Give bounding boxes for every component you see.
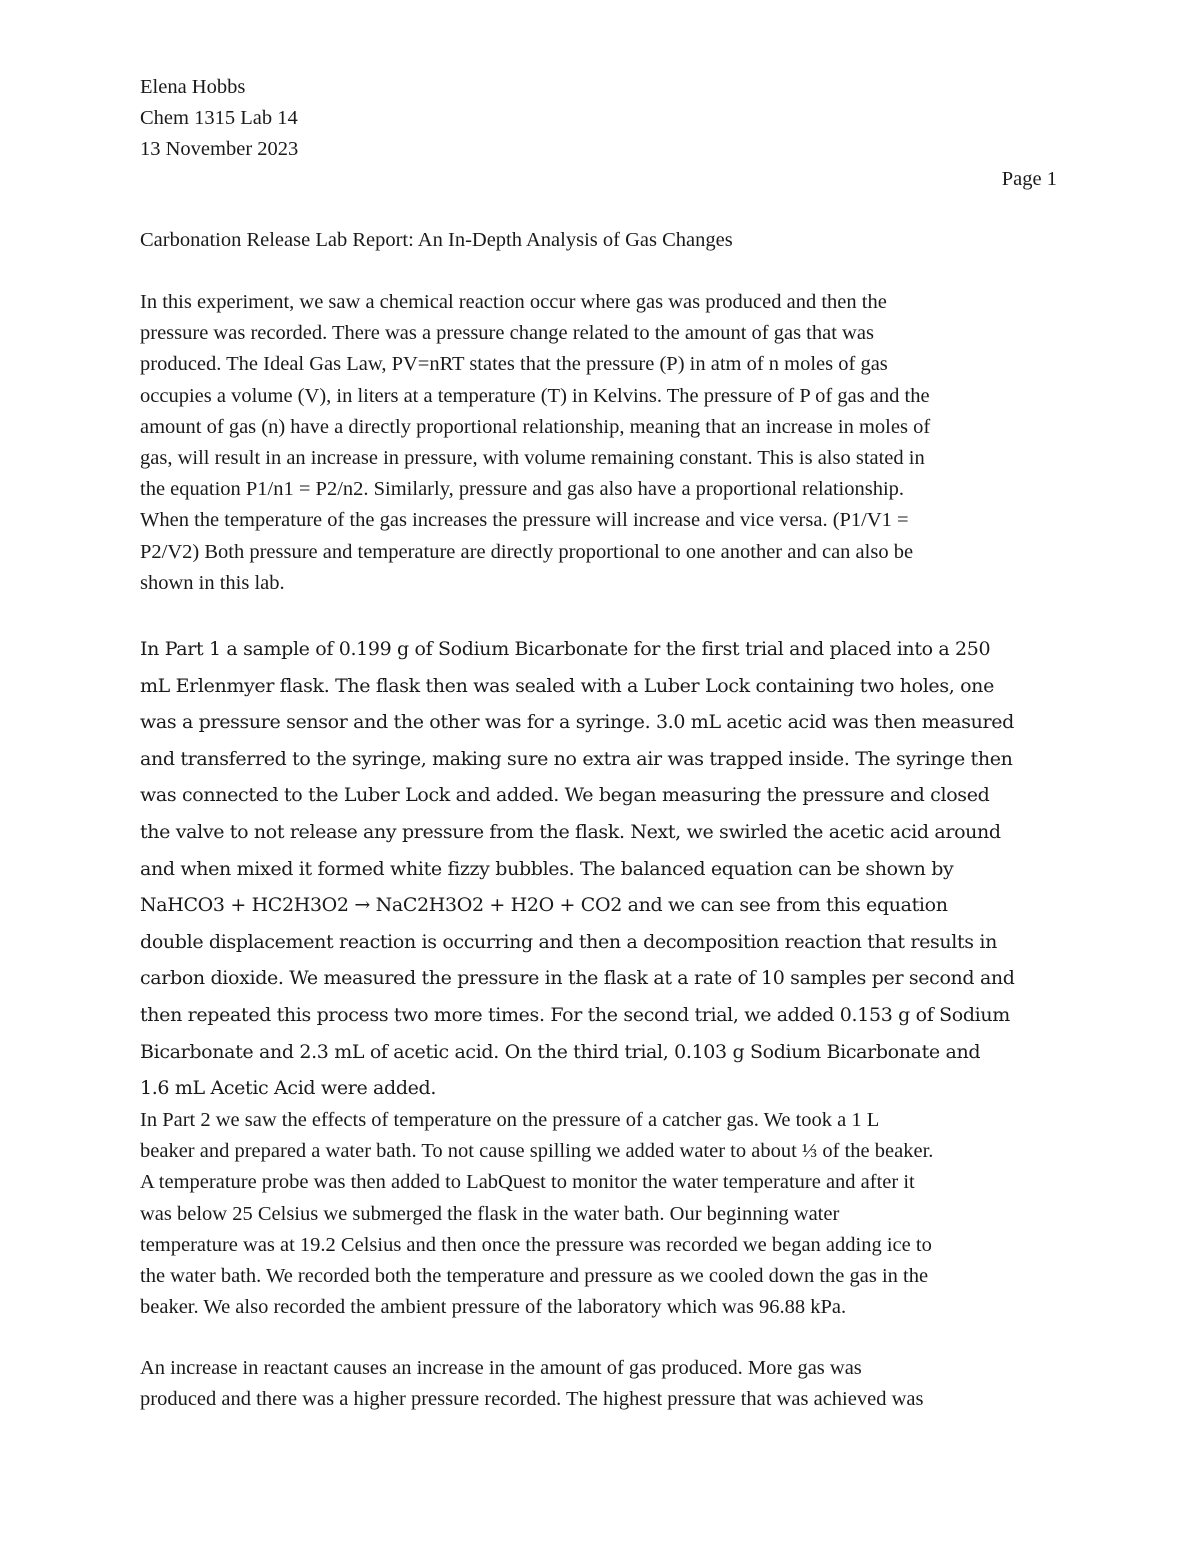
text-line: Bicarbonate and 2.3 mL of acetic acid. On the third trial, 0.103 g Sodium Bicarbonate and [140, 1040, 981, 1063]
text-line: the equation P1/n1 = P2/n2. Similarly, pressure and gas also have a proportional relationship. [140, 478, 905, 501]
part2-paragraph [140, 1105, 1060, 1323]
page-number: Page 1 [1001, 168, 1057, 190]
results-paragraph [140, 1353, 1060, 1415]
text-line: was a pressure sensor and the other was for a syringe. 3.0 mL acetic acid was then measured [140, 711, 1014, 734]
text-line: In Part 1 a sample of 0.199 g of Sodium Bicarbonate for the first trial and placed into a 250 [140, 638, 991, 660]
text-line: produced. The Ideal Gas Law, PV=nRT states that the pressure (P) in atm of n moles of gas [140, 353, 888, 376]
report-title: Carbonation Release Lab Report: An In-Depth Analysis of Gas Changes [140, 229, 733, 251]
text-line: When the temperature of the gas increases the pressure will increase and vice versa. (P1/V1 = [140, 509, 909, 532]
text-line: P2/V2) Both pressure and temperature are directly proportional to one another and can also be [140, 540, 914, 563]
text-line: was below 25 Celsius we submerged the flask in the water bath. Our beginning water [140, 1202, 840, 1225]
text-line: the water bath. We recorded both the temperature and pressure as we cooled down the gas in the [140, 1265, 929, 1288]
chemical-equation-line: NaHCO3 + HC2H3O2 → NaC2H3O2 + H2O + CO2 and we can see from this equation [140, 894, 948, 917]
text-line: occupies a volume (V), in liters at a temperature (T) in Kelvins. The pressure of P of gas and the [140, 384, 930, 407]
text-line: and when mixed it formed white fizzy bubbles. The balanced equation can be shown by [140, 857, 954, 880]
report-date: 13 November 2023 [140, 138, 299, 160]
text-line: the valve to not release any pressure from the flask. Next, we swirled the acetic acid around [140, 820, 1001, 843]
text-line: amount of gas (n) have a directly proportional relationship, meaning that an increase in moles of [140, 415, 931, 438]
text-line: carbon dioxide. We measured the pressure in the flask at a rate of 10 samples per second and [140, 967, 1015, 990]
text-line: In this experiment, we saw a chemical reaction occur where gas was produced and then the [140, 291, 887, 313]
text-line: double displacement reaction is occurring and then a decomposition reaction that results in [140, 930, 997, 953]
intro-paragraph [140, 287, 1060, 599]
text-line: then repeated this process two more times. For the second trial, we added 0.153 g of Sodium [140, 1003, 1010, 1026]
text-line: In Part 2 we saw the effects of temperature on the pressure of a catcher gas. We took a 1 L [140, 1109, 880, 1131]
text-line: A temperature probe was then added to LabQuest to monitor the water temperature and after it [140, 1171, 915, 1194]
text-line: and transferred to the syringe, making sure no extra air was trapped inside. The syringe then [140, 747, 1013, 770]
text-line: mL Erlenmyer flask. The flask then was sealed with a Luber Lock containing two holes, one [140, 674, 994, 697]
header-block [140, 72, 1060, 165]
text-line: beaker. We also recorded the ambient pressure of the laboratory which was 96.88 kPa. [140, 1296, 847, 1319]
text-line: shown in this lab. [140, 571, 285, 594]
text-line: pressure was recorded. There was a pressure change related to the amount of gas that was [140, 322, 874, 345]
text-line: was connected to the Luber Lock and added. We began measuring the pressure and closed [140, 784, 990, 807]
text-line: An increase in reactant causes an increase in the amount of gas produced. More gas was [140, 1357, 862, 1379]
text-line: beaker and prepared a water bath. To not cause spilling we added water to about ⅓ of the beaker. [140, 1140, 934, 1163]
author-name: Elena Hobbs [140, 76, 246, 98]
text-line: 1.6 mL Acetic Acid were added. [140, 1077, 437, 1100]
text-line: produced and there was a higher pressure recorded. The highest pressure that was achieved was [140, 1388, 924, 1411]
part1-paragraph [140, 631, 1060, 1107]
text-line: temperature was at 19.2 Celsius and then once the pressure was recorded we began adding ice to [140, 1233, 932, 1256]
text-line: gas, will result in an increase in pressure, with volume remaining constant. This is also stated in [140, 447, 925, 470]
course-name: Chem 1315 Lab 14 [140, 107, 298, 129]
